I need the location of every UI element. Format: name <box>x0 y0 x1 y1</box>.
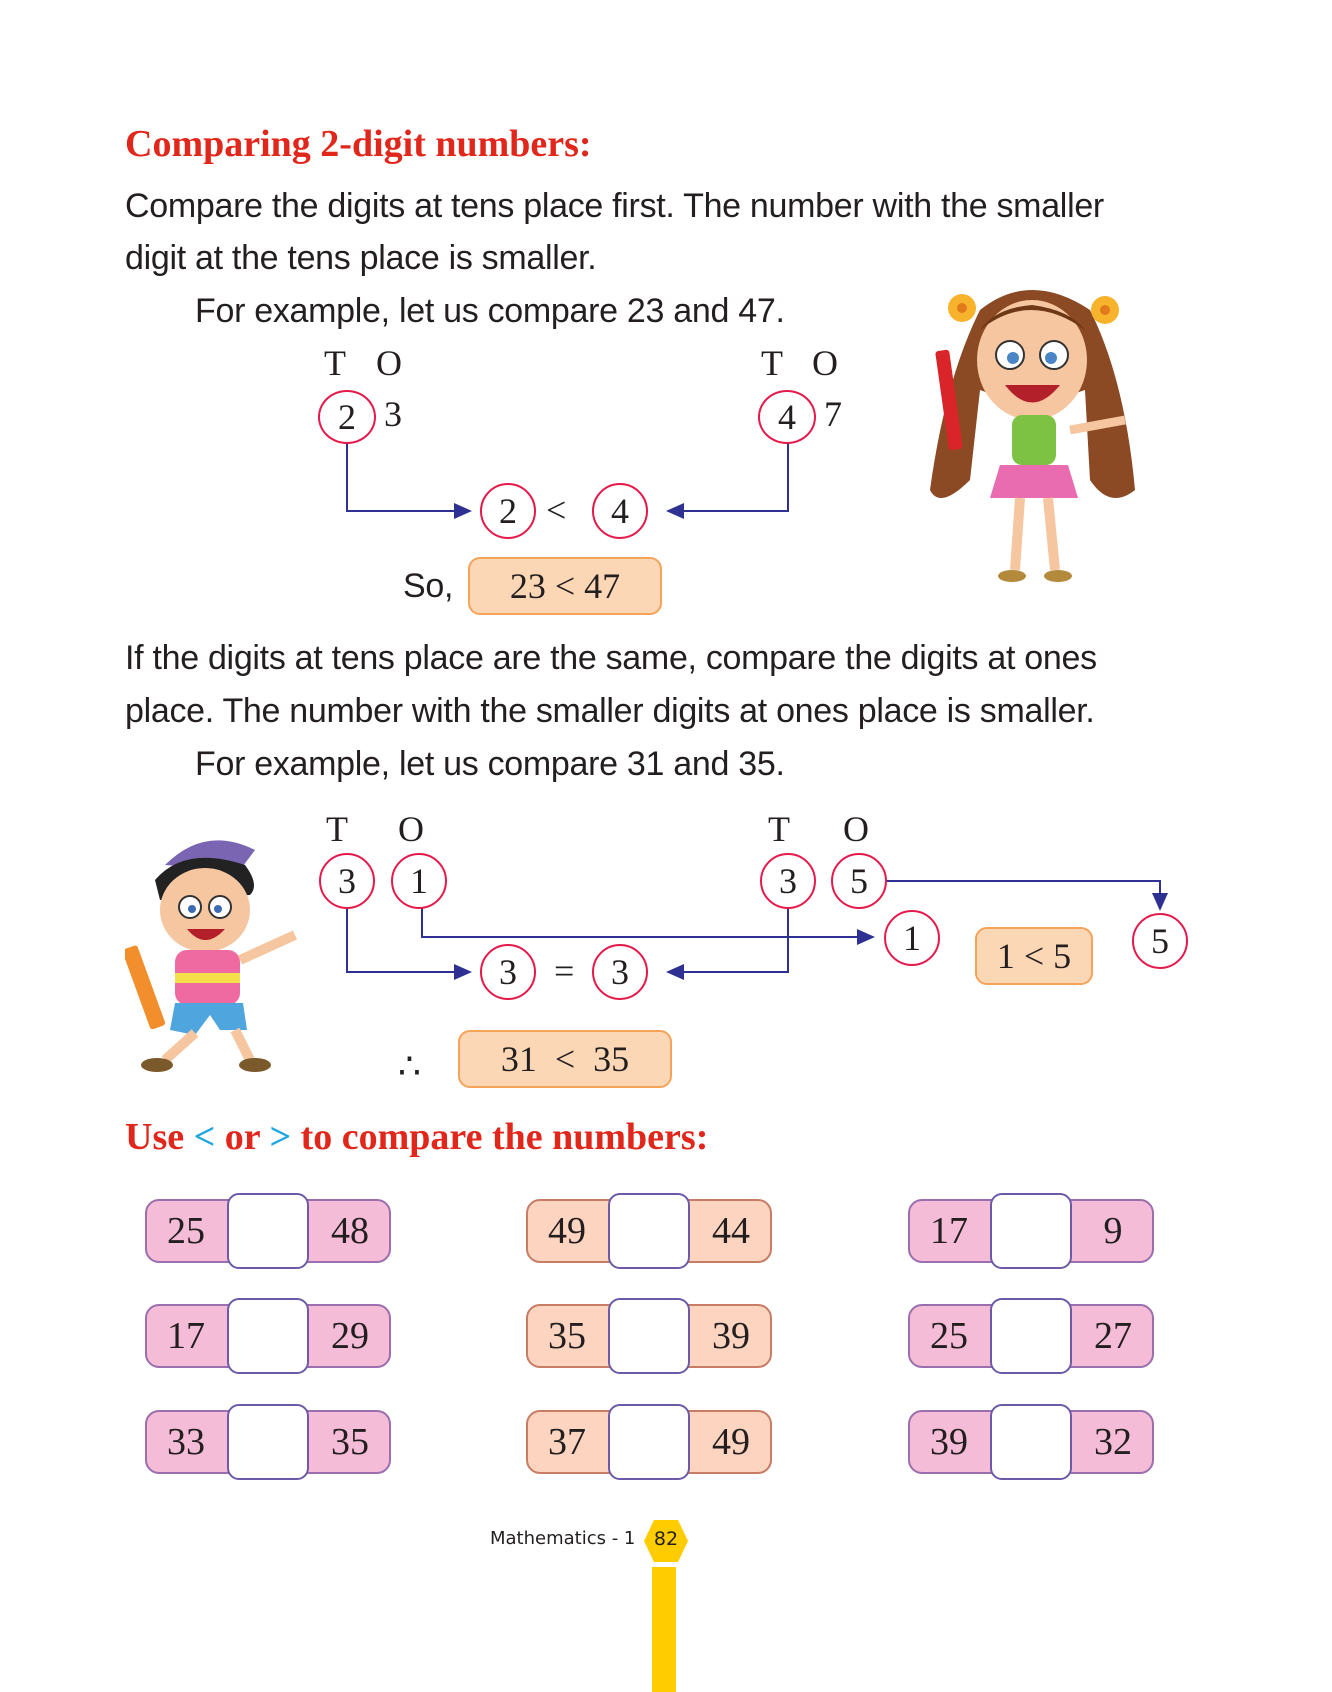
answer-box[interactable] <box>990 1193 1072 1269</box>
example-text: For example, let us compare 31 and 35. <box>195 745 785 783</box>
ones-compare-circle: 1 <box>884 910 940 966</box>
answer-box[interactable] <box>227 1193 309 1269</box>
answer-box[interactable] <box>608 1404 690 1480</box>
less-than-sign: < <box>546 490 567 530</box>
left-number: 37 <box>548 1421 586 1463</box>
right-number: 39 <box>712 1315 750 1357</box>
compare-item <box>526 1195 772 1259</box>
page-number: 82 <box>653 1528 679 1550</box>
compare-item <box>908 1195 1154 1259</box>
tens-label: T <box>761 343 783 383</box>
therefore-symbol: ∴ <box>398 1046 421 1086</box>
tens-digit-circle: 3 <box>760 853 816 909</box>
compare-item <box>908 1406 1154 1470</box>
right-number: 35 <box>331 1421 369 1463</box>
page-bar <box>652 1567 676 1692</box>
ones-label: O <box>398 809 424 849</box>
right-number: 27 <box>1094 1315 1132 1357</box>
answer-box[interactable] <box>990 1298 1072 1374</box>
left-number: 49 <box>548 1210 586 1252</box>
ones-digit-circle: 5 <box>831 853 887 909</box>
ones-compare-circle: 5 <box>1132 913 1188 969</box>
heading-text: or <box>215 1116 270 1158</box>
greater-than-symbol: > <box>269 1116 292 1158</box>
heading-text: Use <box>125 1116 194 1158</box>
tens-digit-circle: 4 <box>758 390 816 444</box>
tens-digit-circle: 3 <box>319 853 375 909</box>
paragraph-line: digit at the tens place is smaller. <box>125 239 597 277</box>
result-box: 31 < 35 <box>458 1030 672 1088</box>
ones-result-box: 1 < 5 <box>975 927 1093 985</box>
paragraph-line: place. The number with the smaller digits at ones place is smaller. <box>125 692 1095 730</box>
right-number: 48 <box>331 1210 369 1252</box>
compare-item <box>526 1300 772 1364</box>
right-number: 9 <box>1103 1210 1123 1252</box>
less-than-symbol: < <box>193 1116 216 1158</box>
answer-box[interactable] <box>608 1298 690 1374</box>
compare-circle: 2 <box>480 483 536 539</box>
right-number: 44 <box>712 1210 750 1252</box>
footer-book-title: Mathematics - 1 <box>490 1528 636 1549</box>
right-number: 29 <box>331 1315 369 1357</box>
answer-box[interactable] <box>990 1404 1072 1480</box>
exercise-heading <box>125 1115 708 1159</box>
answer-box[interactable] <box>227 1298 309 1374</box>
section-heading: Comparing 2-digit numbers: <box>125 123 592 165</box>
left-number: 35 <box>548 1315 586 1357</box>
paragraph-line: If the digits at tens place are the same, compare the digits at ones <box>125 639 1097 677</box>
ones-digit-circle: 1 <box>391 853 447 909</box>
left-number: 39 <box>930 1421 968 1463</box>
left-number: 25 <box>167 1210 205 1252</box>
right-number: 49 <box>712 1421 750 1463</box>
tens-label: T <box>768 809 790 849</box>
answer-box[interactable] <box>227 1404 309 1480</box>
compare-item <box>908 1300 1154 1364</box>
compare-item <box>526 1406 772 1470</box>
ones-digit: 7 <box>824 394 842 434</box>
ones-label: O <box>812 343 838 383</box>
compare-circle: 3 <box>592 944 648 1000</box>
left-number: 17 <box>930 1210 968 1252</box>
answer-box[interactable] <box>608 1193 690 1269</box>
equals-sign: = <box>554 951 575 991</box>
boy-illustration <box>125 825 325 1075</box>
tens-digit-circle: 2 <box>318 390 376 444</box>
left-number: 25 <box>930 1315 968 1357</box>
girl-illustration <box>920 270 1140 610</box>
ones-label: O <box>376 343 402 383</box>
left-number: 17 <box>167 1315 205 1357</box>
compare-item <box>145 1195 391 1259</box>
paragraph-line: Compare the digits at tens place first. The number with the smaller <box>125 187 1104 225</box>
example-text: For example, let us compare 23 and 47. <box>195 292 785 330</box>
compare-item <box>145 1406 391 1470</box>
ones-digit: 3 <box>384 394 402 434</box>
tens-label: T <box>326 809 348 849</box>
tens-label: T <box>324 343 346 383</box>
heading-text: to compare the numbers: <box>291 1116 709 1158</box>
compare-circle: 4 <box>592 483 648 539</box>
compare-item <box>145 1300 391 1364</box>
ones-label: O <box>843 809 869 849</box>
left-number: 33 <box>167 1421 205 1463</box>
compare-circle: 3 <box>480 944 536 1000</box>
right-number: 32 <box>1094 1421 1132 1463</box>
result-box: 23 < 47 <box>468 557 662 615</box>
so-label: So, <box>403 567 454 605</box>
